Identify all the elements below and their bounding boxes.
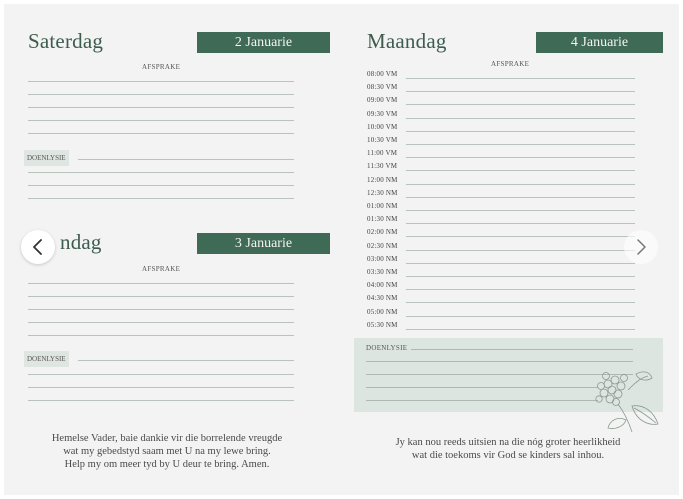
time-slot-label: 10:30 VM [367,136,398,144]
hydrangea-flower-icon [588,366,668,434]
time-slot-label: 09:30 VM [367,110,398,118]
time-slot-line[interactable] [406,118,635,119]
time-slot-line[interactable] [406,289,635,290]
time-slot-label: 01:00 NM [367,202,398,210]
time-slot-line[interactable] [406,131,635,132]
appointments-label: AFSPRAKE [142,63,181,71]
time-slot-line[interactable] [406,276,635,277]
previous-page-button[interactable] [21,230,55,264]
todo-label: DOENLYSIE [24,351,69,367]
prayer-text: Hemelse Vader, baie dankie vir die borrelende vreugde wat my gebedstyd saam met U na my lewe bring. Help my om meer tyd by U deur te bring. Amen. [51,433,283,470]
time-slot-line[interactable] [406,197,635,198]
time-slot-line[interactable] [406,236,635,237]
bible-quote: Jy kan nou reeds uitsien na die nóg groter heerlikheid wat die toekoms vir God se kinders sal inhou. [395,437,621,461]
time-slot-line[interactable] [406,302,635,303]
day-title-saturday: Saterdag [28,29,104,53]
next-page-button[interactable] [624,230,658,264]
time-slot-label: 10:00 VM [367,123,398,131]
time-slot-label: 04:00 NM [367,281,398,289]
appointments-label: AFSPRAKE [491,60,530,68]
planner-spread [4,4,679,495]
time-slot-line[interactable] [406,210,635,211]
time-slot-label: 02:00 NM [367,228,398,236]
time-slot-label: 05:30 NM [367,321,398,329]
time-slot-label: 05:00 NM [367,308,398,316]
time-slot-label: 12:00 NM [367,176,398,184]
time-slot-line[interactable] [406,78,635,79]
time-slot-line[interactable] [406,91,635,92]
day-title-monday: Maandag [367,29,447,53]
date-badge-sunday: 3 Januarie [197,233,330,254]
time-slot-label: 03:00 NM [367,255,398,263]
time-slot-label: 03:30 NM [367,268,398,276]
time-slot-line[interactable] [406,329,635,330]
time-slot-label: 11:30 VM [367,162,398,170]
todo-label: DOENLYSIE [366,344,408,352]
time-slot-line[interactable] [406,223,635,224]
time-slot-line[interactable] [406,263,635,264]
time-slot-label: 02:30 NM [367,242,398,250]
time-slot-line[interactable] [406,170,635,171]
time-slot-label: 12:30 NM [367,189,398,197]
time-slot-line[interactable] [406,316,635,317]
date-badge-saturday: 2 Januarie [197,32,330,53]
time-slot-line[interactable] [406,104,635,105]
date-badge-monday: 4 Januarie [536,32,663,53]
time-slot-label: 11:00 VM [367,149,398,157]
appointments-label: AFSPRAKE [142,265,181,273]
todo-label: DOENLYSIE [24,150,69,166]
time-slot-line[interactable] [406,157,635,158]
time-slot-label: 09:00 VM [367,96,398,104]
chevron-left-icon [21,230,55,264]
time-slot-line[interactable] [406,250,635,251]
time-slot-label: 08:30 VM [367,83,398,91]
time-slot-label: 08:00 VM [367,70,398,78]
day-title-sunday: ndag [60,230,102,254]
time-slot-line[interactable] [406,144,635,145]
time-slot-label: 01:30 NM [367,215,398,223]
time-slot-line[interactable] [406,184,635,185]
time-slot-label: 04:30 NM [367,294,398,302]
chevron-right-icon [624,230,658,264]
